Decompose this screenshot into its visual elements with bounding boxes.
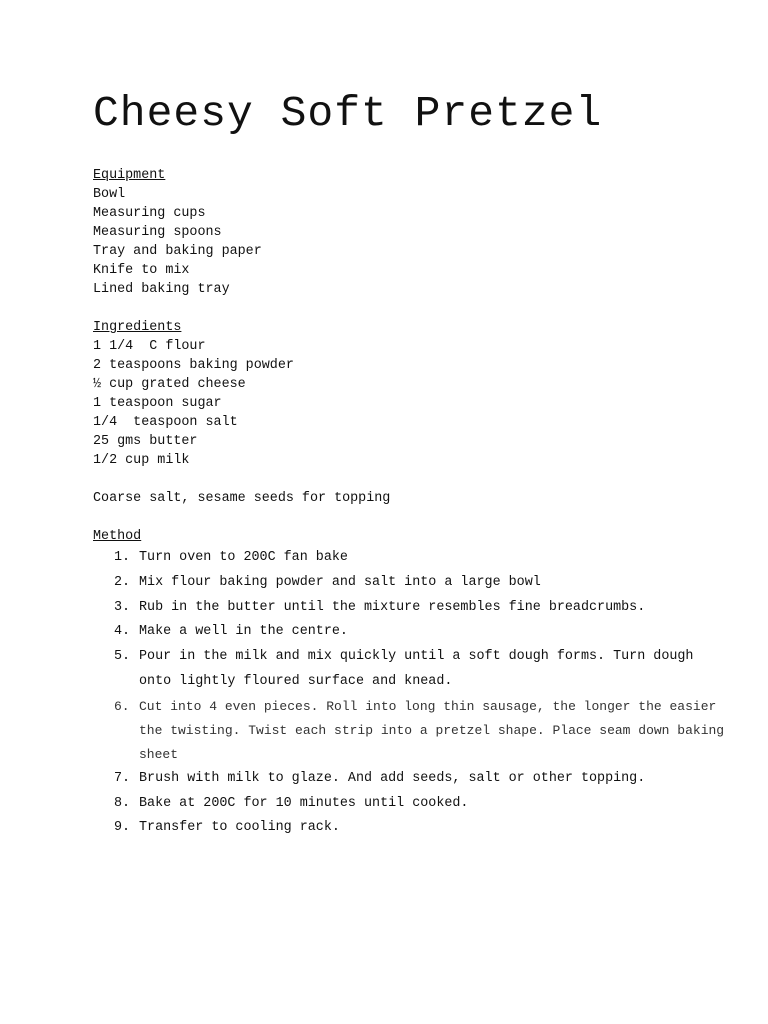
ingredient-item: 1/2 cup milk — [93, 453, 190, 468]
method-step — [93, 645, 733, 695]
method-step — [93, 620, 733, 645]
method-step — [93, 571, 733, 596]
step-number: 3. — [114, 599, 131, 615]
equipment-heading: Equipment — [93, 168, 166, 183]
equipment-item: Lined baking tray — [93, 282, 230, 297]
step-text: Transfer to cooling rack. — [139, 820, 340, 836]
step-number: 2. — [114, 574, 131, 590]
step-number: 4. — [114, 624, 131, 640]
ingredient-item: 25 gms butter — [93, 434, 198, 449]
step-text: Pour in the milk and mix quickly until a soft dough forms. Turn dough onto lightly floured surface and knead. — [139, 649, 694, 689]
equipment-item: Bowl — [93, 187, 126, 202]
method-heading: Method — [93, 529, 142, 544]
step-number: 9. — [114, 820, 131, 836]
method-step — [93, 695, 733, 767]
ingredients-heading: Ingredients — [93, 320, 182, 335]
step-number: 8. — [114, 795, 131, 811]
method-step — [93, 546, 733, 571]
equipment-item: Measuring cups — [93, 206, 206, 221]
step-text: Rub in the butter until the mixture resembles fine breadcrumbs. — [139, 599, 646, 615]
step-number: 7. — [114, 770, 131, 786]
step-number: 6. — [114, 698, 130, 714]
step-number: 5. — [114, 649, 131, 665]
page-title: Cheesy Soft Pretzel — [93, 89, 603, 138]
step-text: Cut into 4 even pieces. Roll into long thin sausage, the longer the easier the twisting. Twist each strip into a pretzel shape. Place seam down baking sheet — [139, 698, 725, 762]
method-section — [93, 527, 733, 841]
method-step — [93, 792, 733, 817]
equipment-section — [93, 166, 733, 299]
method-step — [93, 767, 733, 792]
step-text: Turn oven to 200C fan bake — [139, 550, 348, 565]
step-number: 1. — [114, 550, 131, 565]
recipe-page — [93, 88, 733, 841]
ingredient-item: 2 teaspoons baking powder — [93, 358, 294, 373]
step-text: Mix flour baking powder and salt into a large bowl — [139, 574, 541, 590]
step-text: Brush with milk to glaze. And add seeds, salt or other topping. — [139, 770, 646, 786]
method-step — [93, 816, 733, 841]
ingredient-item: 1/4 teaspoon salt — [93, 415, 238, 430]
method-step — [93, 596, 733, 621]
equipment-item: Measuring spoons — [93, 225, 222, 240]
ingredient-item: 1 1/4 C flour — [93, 339, 206, 354]
step-text: Bake at 200C for 10 minutes until cooked. — [139, 795, 469, 811]
ingredient-item: 1 teaspoon sugar — [93, 396, 222, 411]
step-text: Make a well in the centre. — [139, 624, 348, 640]
method-steps-list — [93, 546, 733, 841]
ingredients-section — [93, 318, 733, 508]
equipment-item: Tray and baking paper — [93, 244, 262, 259]
equipment-item: Knife to mix — [93, 263, 190, 278]
ingredient-item: ½ cup grated cheese — [93, 377, 246, 392]
topping-note: Coarse salt, sesame seeds for topping — [93, 491, 391, 506]
